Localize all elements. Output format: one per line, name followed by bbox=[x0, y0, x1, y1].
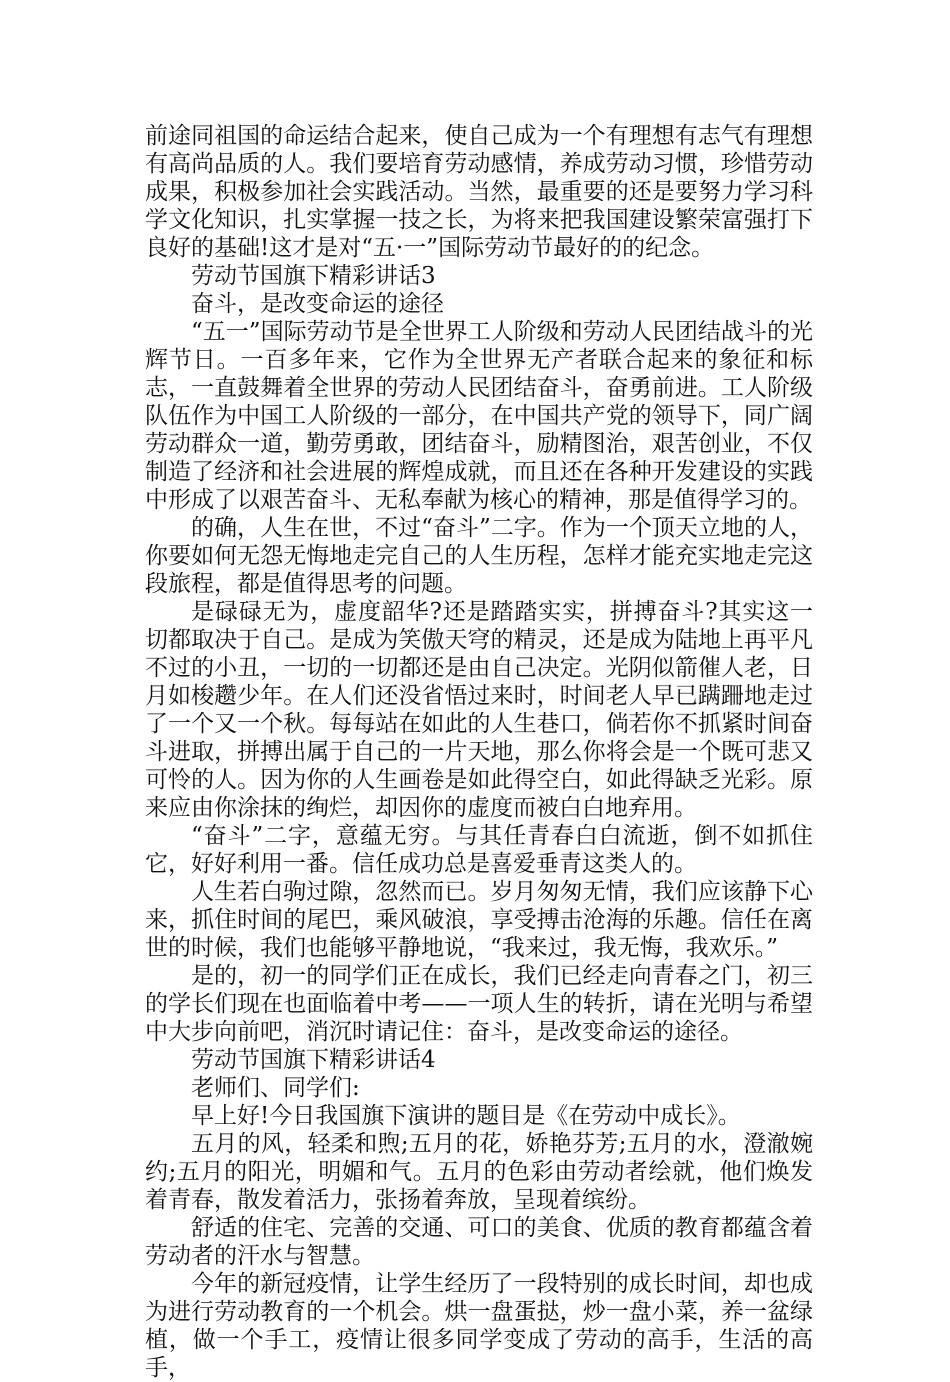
document-page bbox=[145, 122, 813, 1382]
paragraph: 前途同祖国的命运结合起来，使自己成为一个有理想有志气有理想有高尚品质的人。我们要培育劳动感情，养成劳动习惯，珍惜劳动成果，积极参加社会实践活动。当然，最重要的还是要努力学习科学文化知识，扎实掌握一技之长，为将来把我国建设繁荣富强打下良好的基础!这才是对“五·一”国际劳动节最好的的纪念。 bbox=[145, 123, 813, 261]
section-heading: 劳动节国旗下精彩讲话3 bbox=[191, 263, 436, 289]
paragraph: 的确，人生在世，不过“奋斗”二字。作为一个顶天立地的人，你要如何无怨无悔地走完自己的人生历程，怎样才能充实地走完这段旅程，都是值得思考的问题。 bbox=[145, 515, 813, 597]
paragraph: 五月的风，轻柔和煦;五月的花，娇艳芬芳;五月的水，澄澈婉约;五月的阳光，明媚和气。五月的色彩由劳动者绘就，他们焕发着青春，散发着活力，张扬着奔放，呈现着缤纷。 bbox=[145, 1131, 813, 1213]
greeting-line: 早上好!今日我国旗下演讲的题目是《在劳动中成长》。 bbox=[191, 1103, 741, 1129]
paragraph: 是的，初一的同学们正在成长，我们已经走向青春之门，初三的学长们现在也面临着中考——一项人生的转折，请在光明与希望中大步向前吧，消沉时请记住：奋斗，是改变命运的途径。 bbox=[145, 963, 813, 1045]
speech-title: 奋斗，是改变命运的途径 bbox=[191, 291, 444, 317]
salutation: 老师们、同学们: bbox=[191, 1075, 360, 1101]
paragraph: 是碌碌无为，虚度韶华?还是踏踏实实，拼搏奋斗?其实这一切都取决于自己。是成为笑傲天穹的精灵，还是成为陆地上再平凡不过的小丑，一切的一切都还是由自己决定。光阴似箭催人老，日月如梭趱少年。在人们还没省悟过来时，时间老人早已蹒跚地走过了一个又一个秋。每每站在如此的人生巷口，倘若你不抓紧时间奋斗进取，拼搏出属于自己的一片天地，那么你将会是一个既可悲又可怜的人。因为你的人生画卷是如此得空白，如此得缺乏光彩。原来应由你涂抹的绚烂，却因你的虚度而被白白地弃用。 bbox=[145, 599, 813, 821]
section-heading: 劳动节国旗下精彩讲话4 bbox=[191, 1047, 436, 1073]
paragraph: 今年的新冠疫情，让学生经历了一段特别的成长时间，却也成为进行劳动教育的一个机会。烘一盘蛋挞，炒一盘小菜，养一盆绿植，做一个手工，疫情让很多同学变成了劳动的高手，生活的高手， bbox=[145, 1271, 813, 1381]
paragraph: 人生若白驹过隙，忽然而已。岁月匆匆无情，我们应该静下心来，抓住时间的尾巴，乘风破浪，享受搏击沧海的乐趣。信任在离世的时候，我们也能够平静地说，“我来过，我无悔，我欢乐。” bbox=[145, 879, 813, 961]
paragraph: “五一”国际劳动节是全世界工人阶级和劳动人民团结战斗的光辉节日。一百多年来，它作为全世界无产者联合起来的象征和标志，一直鼓舞着全世界的劳动人民团结奋斗，奋勇前进。工人阶级队伍作为中国工人阶级的一部分，在中国共产党的领导下，同广阔劳动群众一道，勤劳勇敢，团结奋斗，励精图治，艰苦创业，不仅制造了经济和社会进展的辉煌成就，而且还在各种开发建设的实践中形成了以艰苦奋斗、无私奉献为核心的精神，那是值得学习的。 bbox=[145, 319, 813, 513]
paragraph: 舒适的住宅、完善的交通、可口的美食、优质的教育都蕴含着劳动者的汗水与智慧。 bbox=[145, 1215, 813, 1269]
paragraph: “奋斗”二字，意蕴无穷。与其任青春白白流逝，倒不如抓住它，好好利用一番。信任成功总是喜爱垂青这类人的。 bbox=[145, 823, 813, 877]
